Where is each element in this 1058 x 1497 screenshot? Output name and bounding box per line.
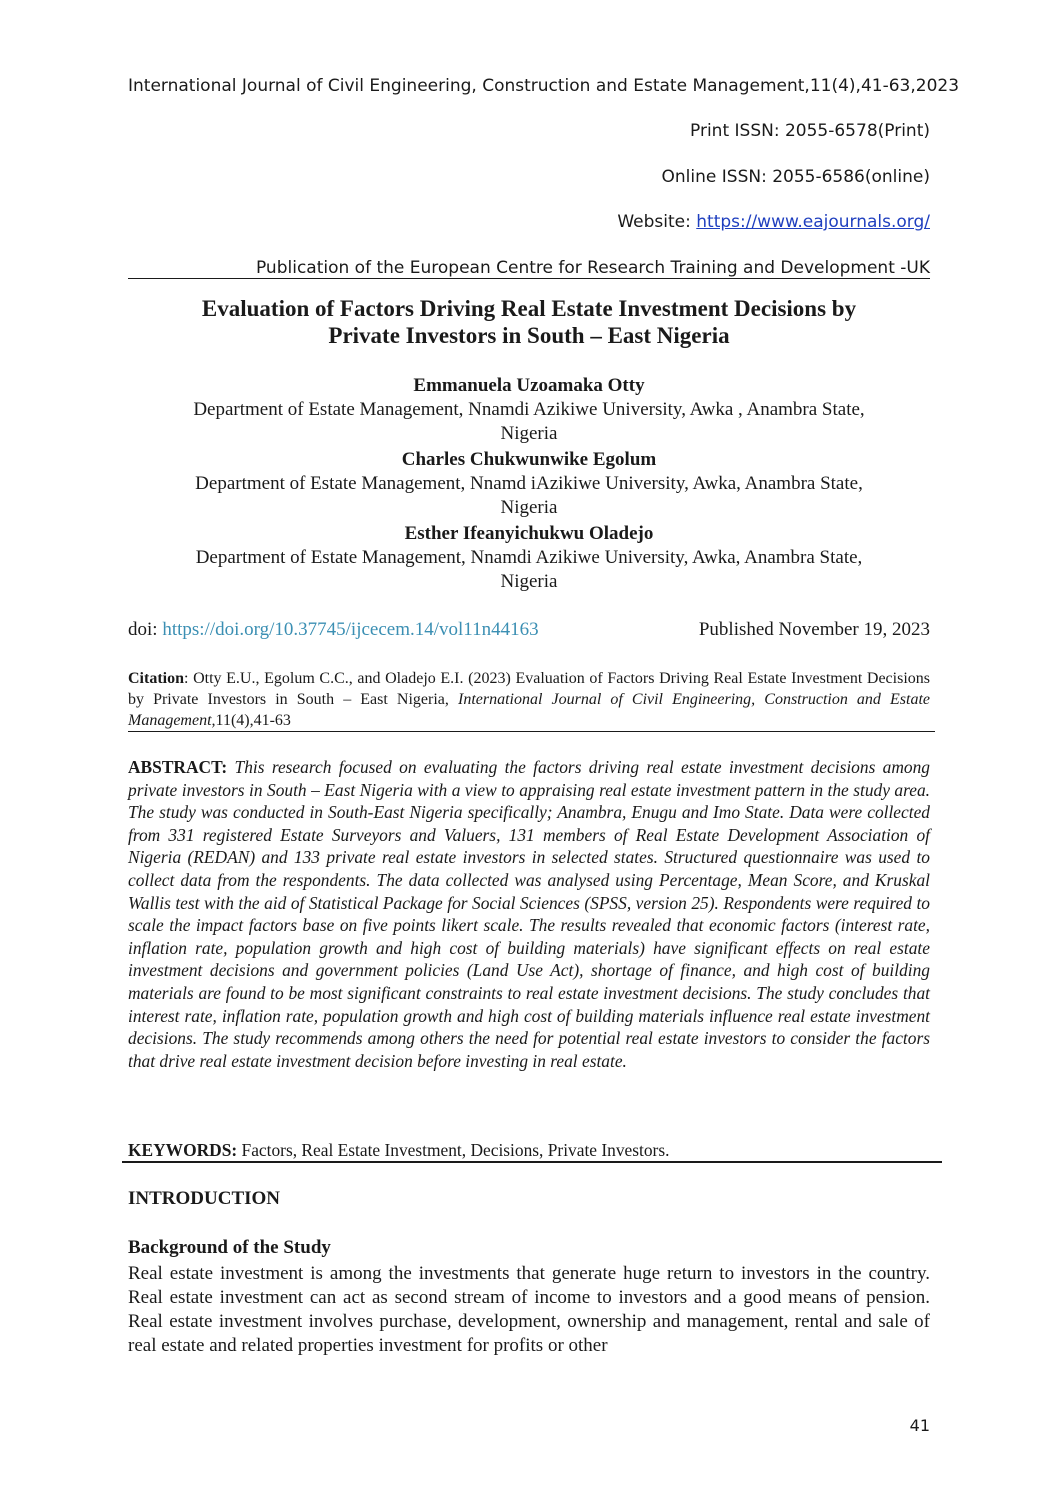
author-affiliation: Department of Estate Management, Nnamd iAzikiwe University, Awka, Anambra State, <box>195 473 863 494</box>
abstract-label: ABSTRACT: <box>128 757 228 777</box>
doi-label: doi: <box>128 619 163 640</box>
citation <box>128 668 930 731</box>
keywords-text: Factors, Real Estate Investment, Decisions, Private Investors. <box>237 1140 670 1160</box>
page-number: 41 <box>909 1416 930 1435</box>
doi <box>128 619 539 641</box>
author-country: Nigeria <box>500 497 558 518</box>
keywords <box>128 1139 930 1161</box>
paper-title <box>128 295 930 349</box>
background-heading: Background of the Study <box>128 1237 331 1258</box>
citation-journal: International Journal of Civil Engineering, Construction and Estate Management, <box>128 691 930 729</box>
author-country: Nigeria <box>500 571 558 592</box>
author-3 <box>128 522 930 594</box>
author-country: Nigeria <box>500 423 558 444</box>
citation-text: : Otty E.U., Egolum C.C., and Oladejo E.I. (2023) Evaluation of Factors Driving Real Estate Investment Decisions by Private Investors in South – East Nigeria, <box>128 670 930 708</box>
citation-rule <box>128 731 935 732</box>
author-1 <box>128 374 930 446</box>
abstract-text: This research focused on evaluating the factors driving real estate investment decisions among private investors in South – East Nigeria with a view to appraising real estate investment pattern in the study area. The study was conducted in South-East Nigeria specifically; Anambra, Enugu and Imo State. Data were collected from 331 registered Estate Surveyors and Valuers, 131 members of Real Estate Development Association of Nigeria (REDAN) and 133 private real estate investors in selected states. Structured questionnaire was used to collect data from the respondents. The data collected was analysed using Percentage, Mean Score, and Kruskal Wallis test with the aid of Statistical Package for Social Sciences (SPSS, version 25). Respondents were required to scale the impact factors base on five points likert scale. The results revealed that economic factors (interest rate, inflation rate, population growth and high cost of building materials) have significant effects on real estate investment decisions and government policies (Land Use Act), shortage of finance, and high cost of building materials are found to be most significant constraints to real estate investment decisions. The study concludes that interest rate, inflation rate, population growth and high cost of building materials influence real estate investment decisions. The study recommends among others the need for potential real estate investors to consider the factors that drive real estate investment decision before investing in real estate. <box>128 757 930 1071</box>
doi-link[interactable]: https://doi.org/10.37745/ijcecem.14/vol11n44163 <box>162 619 539 640</box>
author-affiliation: Department of Estate Management, Nnamdi Azikiwe University, Awka, Anambra State, <box>195 547 863 568</box>
website-link[interactable]: https://www.eajournals.org/ <box>696 212 930 232</box>
title-line-1: Evaluation of Factors Driving Real Estate Investment Decisions by <box>201 296 857 321</box>
author-affiliation: Department of Estate Management, Nnamdi Azikiwe University, Awka , Anambra State, <box>193 399 865 420</box>
online-issn: Online ISSN: 2055-6586(online) <box>661 167 930 187</box>
title-line-2: Private Investors in South – East Nigeria <box>328 323 730 348</box>
citation-tail: 11(4),41-63 <box>215 712 291 729</box>
keywords-rule <box>122 1161 942 1163</box>
publisher-line: Publication of the European Centre for Research Training and Development -UK <box>255 258 930 278</box>
doi-row <box>128 619 930 641</box>
website-label: Website: <box>617 212 697 232</box>
intro-heading: INTRODUCTION <box>128 1188 281 1209</box>
background-paragraph: Real estate investment is among the investments that generate huge return to investors in the country. Real estate investment can act as second stream of income to investors and a good means of pension. Real estate investment involves purchase, development, ownership and management, rental and sale of real estate and related properties investment for profits or other <box>128 1263 930 1356</box>
author-name: Charles Chukwunwike Egolum <box>401 449 657 470</box>
author-2 <box>128 448 930 520</box>
header-rule <box>128 278 930 279</box>
author-name: Emmanuela Uzoamaka Otty <box>413 375 645 396</box>
keywords-label: KEYWORDS: <box>128 1140 238 1160</box>
website-line <box>617 212 930 232</box>
citation-label: Citation <box>128 670 184 687</box>
abstract <box>128 756 930 1072</box>
journal-header: International Journal of Civil Engineering, Construction and Estate Management,11(4),41-63,2023 <box>128 76 960 96</box>
author-name: Esther Ifeanyichukwu Oladejo <box>404 523 654 544</box>
published-date: Published November 19, 2023 <box>698 619 930 640</box>
print-issn: Print ISSN: 2055-6578(Print) <box>690 121 930 141</box>
